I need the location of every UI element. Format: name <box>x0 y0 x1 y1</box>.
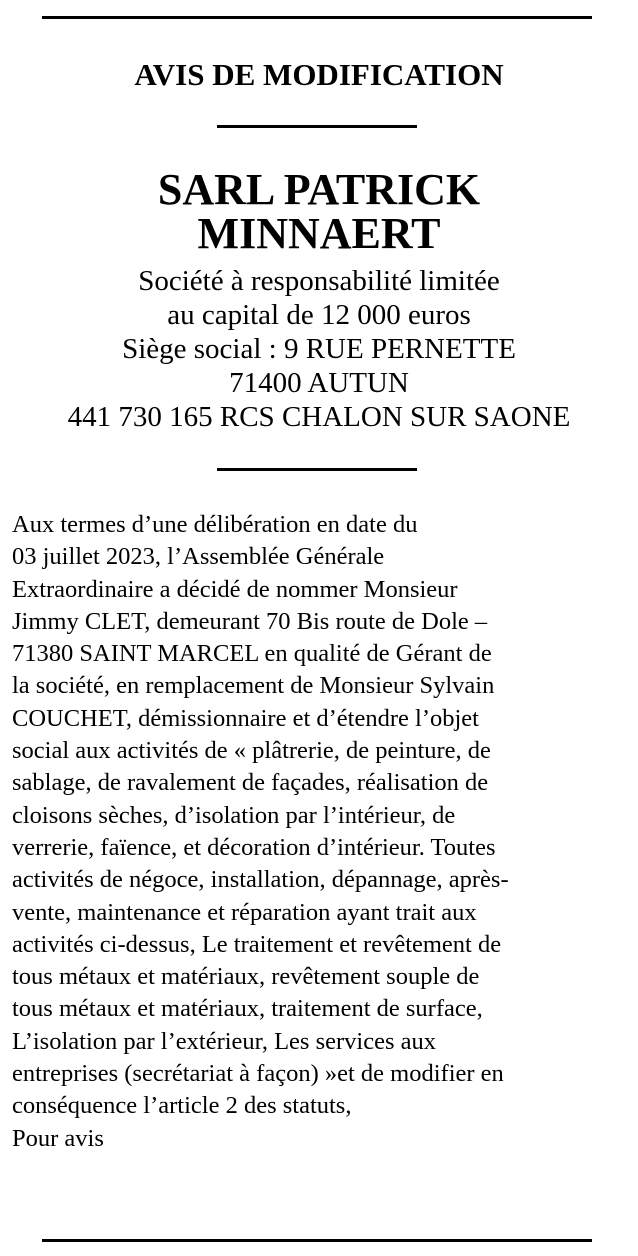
body-line: cloisons sèches, d’isolation par l’intérieur, de <box>12 801 456 829</box>
share-capital: au capital de 12 000 euros <box>167 299 471 331</box>
body-line: verrerie, faïence, et décoration d’intérieur. Toutes <box>12 833 496 861</box>
body-line: Jimmy CLET, demeurant 70 Bis route de Dole – <box>12 607 488 635</box>
postal-city: 71400 AUTUN <box>229 367 409 399</box>
body-line: activités de négoce, installation, dépannage, après- <box>12 866 509 894</box>
body-line: COUCHET, démissionnaire et d’étendre l’objet <box>12 704 479 732</box>
rcs-registration: 441 730 165 RCS CHALON SUR SAONE <box>67 401 571 433</box>
short-divider-lower <box>217 468 417 471</box>
body-line: 71380 SAINT MARCEL en qualité de Gérant de <box>12 640 492 668</box>
body-line: sablage, de ravalement de façades, réalisation de <box>12 769 489 797</box>
body-line: 03 juillet 2023, l’Assemblée Générale <box>12 543 385 571</box>
body-line: entreprises (secrétariat à façon) »et de modifier en <box>12 1060 504 1088</box>
body-line: la société, en remplacement de Monsieur Sylvain <box>12 672 495 700</box>
company-details <box>0 264 638 434</box>
body-line: L’isolation par l’extérieur, Les services aux <box>12 1027 436 1055</box>
short-divider-upper <box>217 125 417 128</box>
closing-line: Pour avis <box>12 1124 104 1152</box>
legal-form: Société à responsabilité limitée <box>138 265 500 297</box>
body-line: tous métaux et matériaux, traitement de surface, <box>12 995 483 1023</box>
body-line: social aux activités de « plâtrerie, de peinture, de <box>12 737 491 765</box>
registered-office: Siège social : 9 RUE PERNETTE <box>122 333 516 365</box>
body-line: activités ci-dessus, Le traitement et revêtement de <box>12 930 502 958</box>
notice-body <box>12 509 632 1155</box>
company-name <box>0 165 638 258</box>
body-line: Aux termes d’une délibération en date du <box>12 511 418 538</box>
notice-type-heading: AVIS DE MODIFICATION <box>134 57 504 92</box>
company-name-line: SARL PATRICK <box>157 165 481 214</box>
top-divider <box>42 16 592 19</box>
body-line: vente, maintenance et réparation ayant trait aux <box>12 898 477 926</box>
body-line: Extraordinaire a décidé de nommer Monsieur <box>12 575 458 603</box>
bottom-divider <box>42 1239 592 1242</box>
body-line: conséquence l’article 2 des statuts, <box>12 1092 352 1120</box>
company-name-line: MINNAERT <box>197 209 441 258</box>
body-line: tous métaux et matériaux, revêtement souple de <box>12 963 480 991</box>
